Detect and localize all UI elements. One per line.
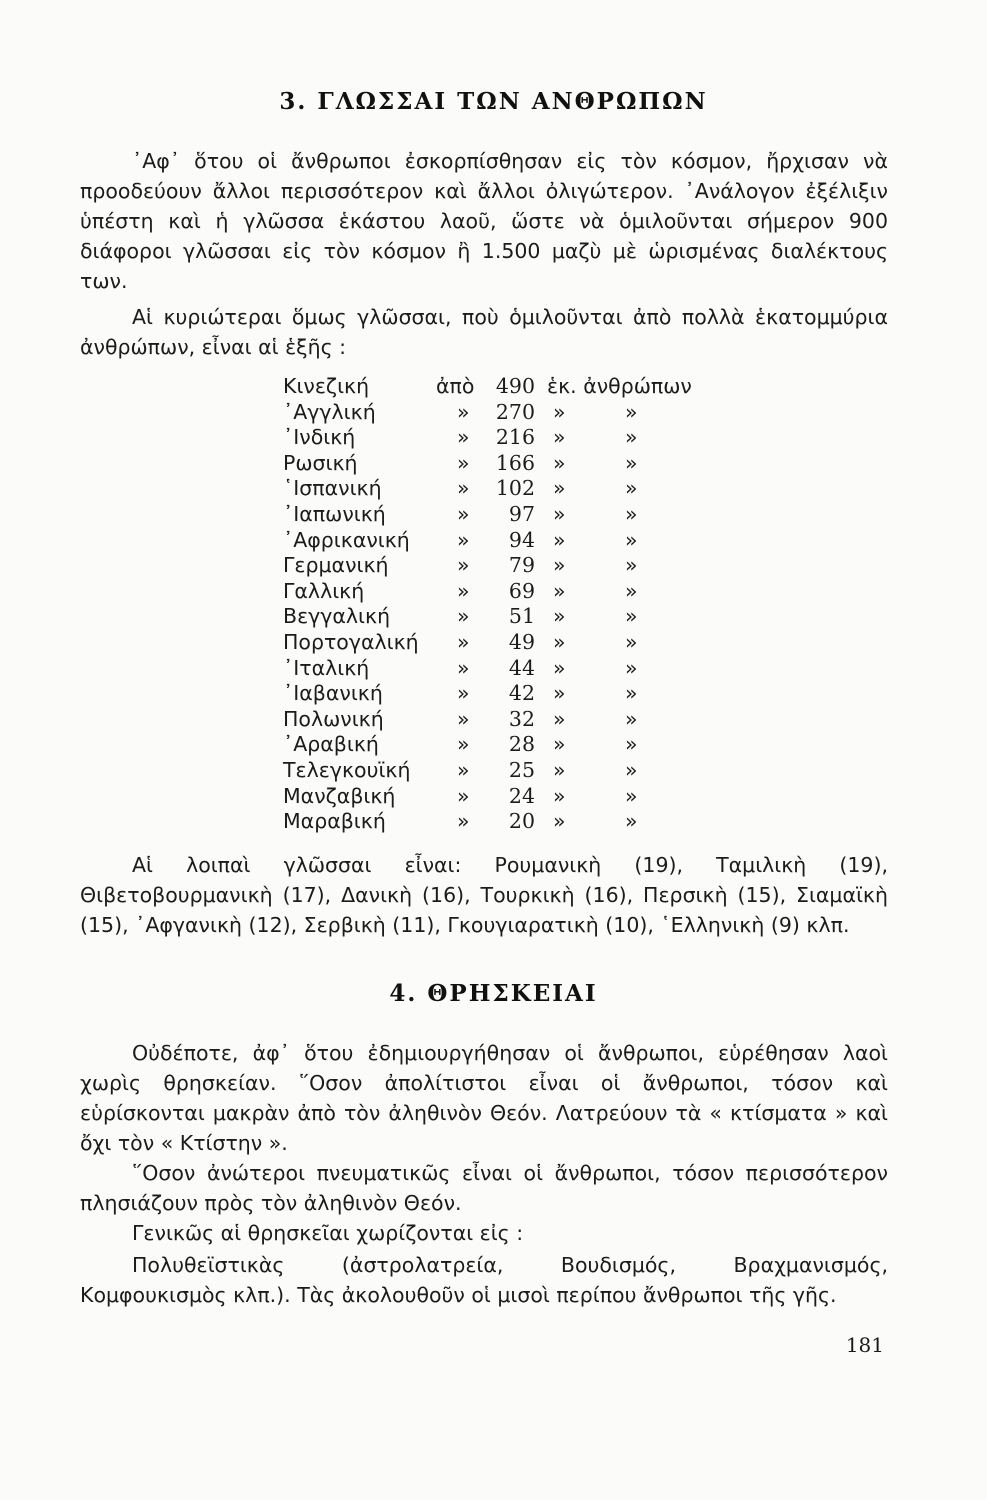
ditto-mark: » <box>553 604 566 629</box>
section-4-heading: 4. ΘΡΗΣΚΕΙΑΙ <box>389 980 598 1007</box>
table-row <box>283 630 703 656</box>
section-3-paragraph-3: Αἱ λοιπαὶ γλῶσσαι εἶναι: Ρουμανικὴ (19), Ταμιλικὴ (19), Θιβετοβουρμανικὴ (17), Δανικὴ (16), Τουρκικὴ (16), Περσικὴ (15), Σιαμαϊκὴ (15), ᾿Αφγανικὴ (12), Σερβικὴ (11), Γκουγιαρατικὴ (10), ῾Ελληνικὴ (9) κλπ. <box>80 853 888 937</box>
language-name: ᾿Ιαπωνική <box>283 501 386 526</box>
ditto-mark: » <box>457 527 470 552</box>
ditto-mark: » <box>553 553 566 578</box>
section-3-heading: 3. ΓΛΩΣΣΑΙ ΤΩΝ ΑΝΘΡΩΠΩΝ <box>279 88 708 115</box>
ditto-mark: » <box>457 425 470 450</box>
table-row <box>283 528 703 554</box>
ditto-mark: » <box>625 527 638 552</box>
table-row <box>283 425 703 451</box>
table-row <box>283 604 703 630</box>
section-4-paragraph-2: ῞Οσον ἀνώτεροι πνευματικῶς εἶναι οἱ ἄνθρωποι, τόσον περισσότερον πλησιάζουν πρὸς τὸν ἀληθινὸν Θεόν. <box>80 1161 888 1215</box>
ditto-mark: » <box>625 501 638 526</box>
ditto-mark: » <box>457 578 470 603</box>
speakers-millions: 20 <box>508 809 535 834</box>
ditto-mark: » <box>553 655 566 680</box>
speakers-millions: 97 <box>508 501 535 526</box>
ditto-mark: » <box>625 399 638 424</box>
table-row <box>283 374 703 400</box>
language-name: ᾿Αγγλική <box>283 399 376 424</box>
language-name: Μαραβική <box>283 809 386 834</box>
ditto-mark: » <box>625 425 638 450</box>
speakers-millions: 94 <box>508 527 535 552</box>
language-name: ᾿Ινδική <box>283 425 356 450</box>
ditto-mark: » <box>457 655 470 680</box>
language-name: Τελεγκουϊκή <box>283 757 411 782</box>
ditto-mark: » <box>553 757 566 782</box>
language-name: Βεγγαλική <box>283 604 391 629</box>
ditto-mark: » <box>457 399 470 424</box>
table-row <box>283 732 703 758</box>
ditto-mark: » <box>625 629 638 654</box>
ditto-mark: » <box>457 783 470 808</box>
ditto-mark: » <box>457 604 470 629</box>
language-name: Πορτογαλική <box>283 629 419 654</box>
speakers-millions: 166 <box>495 450 535 475</box>
table-row <box>283 502 703 528</box>
ditto-mark: » <box>553 399 566 424</box>
language-name: Μανζαβική <box>283 783 396 808</box>
ditto-mark: » <box>457 476 470 501</box>
ditto-mark: » <box>625 732 638 757</box>
ditto-mark: » <box>625 757 638 782</box>
table-row <box>283 451 703 477</box>
ditto-mark: » <box>457 732 470 757</box>
language-prefix: ἀπὸ <box>436 374 475 398</box>
speakers-millions: 44 <box>508 655 535 680</box>
language-name: ῾Ισπανική <box>283 476 382 501</box>
language-name: Πολωνική <box>283 706 384 731</box>
speakers-millions: 42 <box>508 681 535 706</box>
language-name: ᾿Αραβική <box>283 732 379 757</box>
ditto-mark: » <box>553 809 566 834</box>
speakers-millions: 270 <box>495 399 535 424</box>
speakers-millions: 69 <box>508 578 535 603</box>
table-row <box>283 809 703 835</box>
speakers-millions: 51 <box>508 604 535 629</box>
section-3-paragraph-1: ᾿Αφ᾿ ὅτου οἱ ἄνθρωποι ἐσκορπίσθησαν εἰς τὸν κόσμον, ἤρχισαν νὰ προοδεύουν ἄλλοι περισσότερον καὶ ἄλλοι ὀλιγώτερον. ᾿Ανάλογον ἐξέλιξιν ὑπέστη καὶ ἡ γλῶσσα ἑκάστου λαοῦ, ὥστε νὰ ὁμιλοῦνται σήμερον 900 διάφοροι γλῶσσαι εἰς τὸν κόσμον ἢ 1.500 μαζὺ μὲ ὡρισμένας διαλέκτους των. <box>80 149 888 293</box>
ditto-mark: » <box>625 783 638 808</box>
table-row <box>283 579 703 605</box>
language-name: Γερμανική <box>283 553 389 578</box>
table-row <box>283 400 703 426</box>
table-row <box>283 707 703 733</box>
section-4-paragraph-4: Πολυθεϊστικὰς (ἀστρολατρεία, Βουδισμός, Βραχμανισμός, Κομφουκισμὸς κλπ.). Τὰς ἀκολουθοῦν οἱ μισοὶ περίπου ἄνθρωποι τῆς γῆς. <box>80 1253 888 1307</box>
ditto-mark: » <box>457 809 470 834</box>
ditto-mark: » <box>553 629 566 654</box>
ditto-mark: » <box>553 681 566 706</box>
ditto-mark: » <box>553 501 566 526</box>
ditto-mark: » <box>553 578 566 603</box>
ditto-mark: » <box>553 783 566 808</box>
ditto-mark: » <box>625 604 638 629</box>
speakers-millions: 49 <box>508 629 535 654</box>
language-name: Ρωσική <box>283 450 358 475</box>
speakers-millions: 28 <box>508 732 535 757</box>
ditto-mark: » <box>457 629 470 654</box>
ditto-mark: » <box>553 732 566 757</box>
table-row <box>283 553 703 579</box>
ditto-mark: » <box>457 706 470 731</box>
unit-label: ἑκ. ἀνθρώπων <box>547 374 692 398</box>
languages-table <box>283 374 703 835</box>
language-name: ᾿Ιαβανική <box>283 681 383 706</box>
speakers-millions: 79 <box>508 553 535 578</box>
language-name: Γαλλική <box>283 578 365 603</box>
section-3-paragraph-2: Αἱ κυριώτεραι ὅμως γλῶσσαι, ποὺ ὁμιλοῦνται ἀπὸ πολλὰ ἑκατομμύρια ἀνθρώπων, εἶναι αἱ ἑξῆς : <box>80 305 888 359</box>
speakers-millions: 490 <box>495 374 535 398</box>
ditto-mark: » <box>553 706 566 731</box>
language-name: ᾿Ιταλική <box>283 655 370 680</box>
speakers-millions: 32 <box>508 706 535 731</box>
table-row <box>283 681 703 707</box>
ditto-mark: » <box>553 527 566 552</box>
speakers-millions: 25 <box>508 757 535 782</box>
table-row <box>283 656 703 682</box>
speakers-millions: 102 <box>495 476 535 501</box>
section-4-paragraph-1: Οὐδέποτε, ἀφ᾿ ὅτου ἐδημιουργήθησαν οἱ ἄνθρωποι, εὑρέθησαν λαοὶ χωρὶς θρησκείαν. ῞Οσον ἀπολίτιστοι εἶναι οἱ ἄνθρωποι, τόσον καὶ εὑρίσκονται μακρὰν ἀπὸ τὸν ἀληθινὸν Θεόν. Λατρεύουν τὰ « κτίσματα » καὶ ὄχι τὸν « Κτίστην ». <box>80 1041 888 1155</box>
ditto-mark: » <box>625 809 638 834</box>
ditto-mark: » <box>625 578 638 603</box>
ditto-mark: » <box>457 450 470 475</box>
section-4-paragraph-3: Γενικῶς αἱ θρησκεῖαι χωρίζονται εἰς : <box>132 1221 524 1245</box>
speakers-millions: 24 <box>508 783 535 808</box>
ditto-mark: » <box>553 450 566 475</box>
table-row <box>283 476 703 502</box>
speakers-millions: 216 <box>495 425 535 450</box>
page-number: 181 <box>845 1333 884 1357</box>
table-row <box>283 784 703 810</box>
language-name: ᾿Αφρικανική <box>283 527 410 552</box>
ditto-mark: » <box>553 476 566 501</box>
ditto-mark: » <box>457 553 470 578</box>
language-name: Κινεζική <box>283 374 370 398</box>
ditto-mark: » <box>553 425 566 450</box>
ditto-mark: » <box>457 757 470 782</box>
table-row <box>283 758 703 784</box>
ditto-mark: » <box>625 681 638 706</box>
ditto-mark: » <box>625 450 638 475</box>
ditto-mark: » <box>625 553 638 578</box>
ditto-mark: » <box>625 655 638 680</box>
ditto-mark: » <box>625 476 638 501</box>
ditto-mark: » <box>457 501 470 526</box>
ditto-mark: » <box>625 706 638 731</box>
ditto-mark: » <box>457 681 470 706</box>
